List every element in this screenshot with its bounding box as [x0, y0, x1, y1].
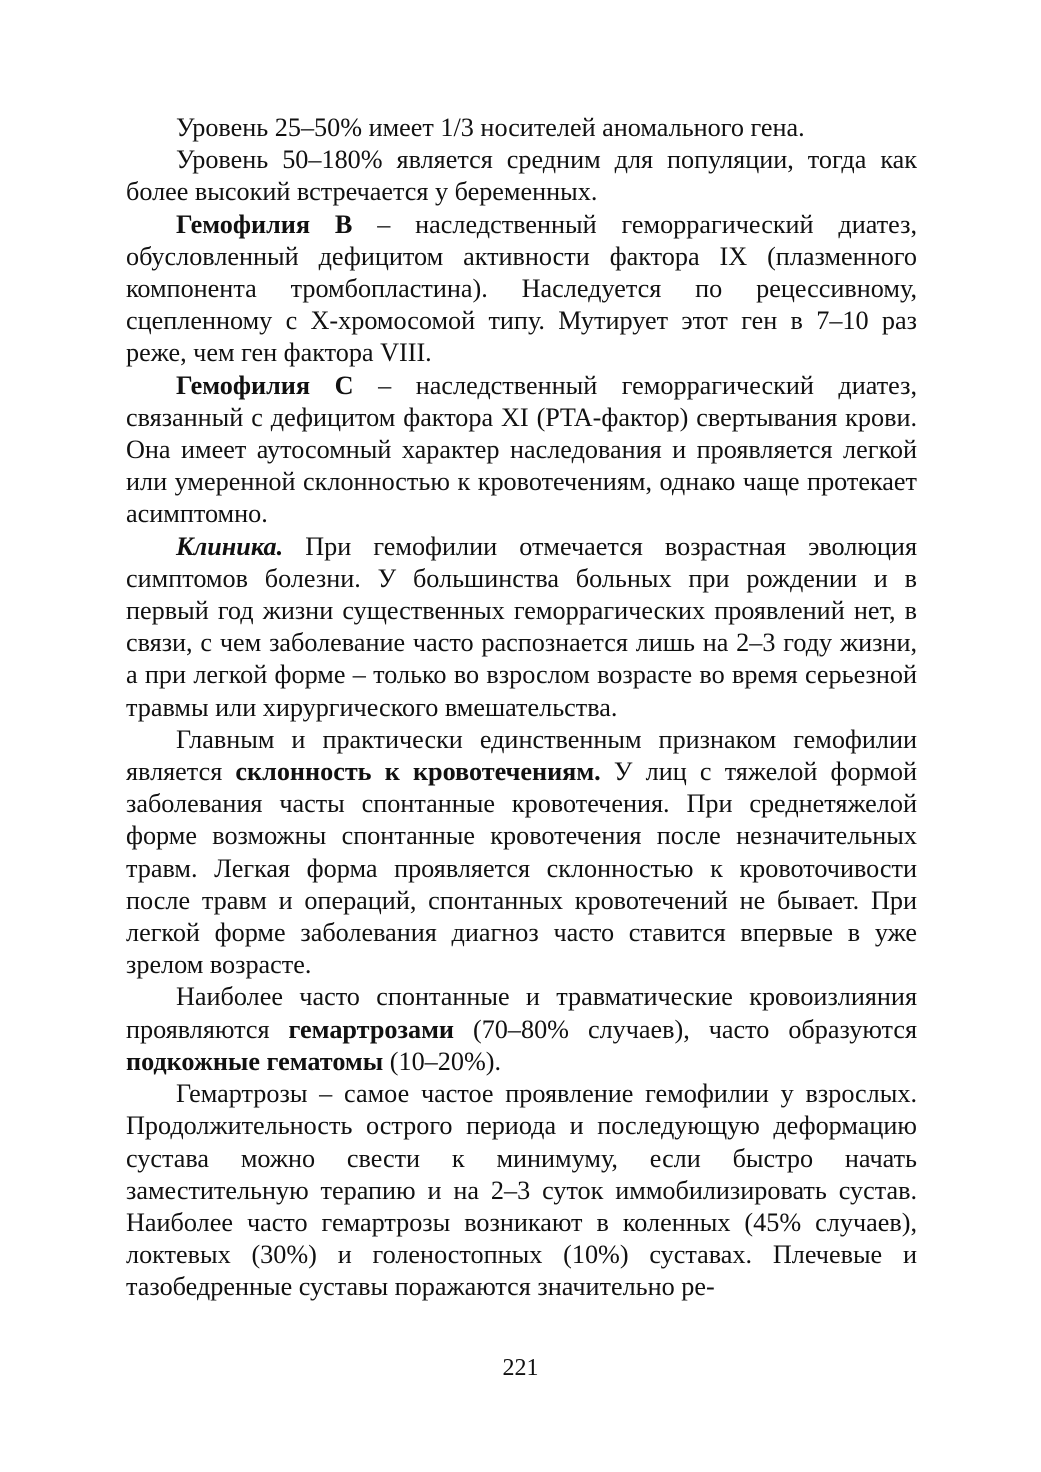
- paragraph-text: При гемофилии отмечается возрастная эволюция симптомов болезни. У большинства больных при рождении и в первый год жизни существенных геморрагических проявлений нет, в связи, с чем заболевание часто распознается лишь на 2–3 году жизни, а при легкой форме – только во взрослом возрасте во время серьезной травмы или хирургического вмешательства.: [126, 531, 917, 722]
- paragraph-hemarthroses: [126, 1078, 917, 1303]
- term-hemophilia-c: Гемофилия С: [176, 370, 354, 400]
- heading-clinic: Клиника.: [176, 531, 284, 561]
- term-hemarthroses: гемартрозами: [288, 1014, 455, 1044]
- page-number: 221: [502, 1355, 539, 1381]
- paragraph-hemophilia-b: [126, 209, 917, 370]
- paragraph-text: Уровень 50–180% является средним для популяции, тогда как более высокий встречается у беременных.: [126, 145, 917, 207]
- paragraph-hemorrhages: [126, 981, 917, 1078]
- paragraph-text: Наиболее часто спонтанные и травматические кровоизлияния проявляются: [126, 982, 917, 1044]
- paragraph-hemophilia-c: [126, 370, 917, 531]
- paragraph-text: У лиц с тяжелой формой заболевания часты спонтанные кровотечения. При среднетяжелой форме возможны спонтанные кровотечения после незначительных травм. Легкая форма проявляется склонностью к кровоточивости после травм и операций, спонтанных кровотечений не бывает. При легкой форме заболевания диагноз часто ставится впервые в уже зрелом возрасте.: [126, 757, 917, 980]
- paragraph-level-50-180: [126, 144, 917, 208]
- term-subcutaneous-hematomas: подкожные гематомы: [126, 1046, 384, 1076]
- paragraph-text: (10–20%).: [383, 1046, 502, 1076]
- paragraph-text: – наследственный геморрагический диатез, обусловленный дефицитом активности фактора IX (плазменного компонента тромбопластина). Наследуется по рецессивному, сцепленному с X-хромосомой типу. Мутирует этот ген в 7–10 раз реже, чем ген фактора VIII.: [126, 209, 917, 368]
- paragraph-text: (70–80% случаев), часто образуются: [454, 1014, 917, 1044]
- paragraph-text: Главным и практически единственным признаком гемофилии является: [126, 724, 917, 787]
- term-bleeding-tendency: склонность к кровотечениям.: [235, 757, 601, 787]
- paragraph-text: Уровень 25–50% имеет 1/3 носителей аномального гена.: [176, 113, 805, 142]
- page-body: [126, 112, 917, 1304]
- paragraph-clinic: [126, 531, 917, 724]
- paragraph-text: Гемартрозы – самое частое проявление гемофилии у взрослых. Продолжительность острого периода и последующую деформацию сустава можно свести к минимуму, если быстро начать заместительную терапию и на 2–3 суток иммобилизировать сустав. Наиболее часто гемартрозы возникают в коленных (45% случаев), локтевых (30%) и голеностопных (10%) суставах. Плечевые и тазобедренные суставы поражаются значительно ре-: [126, 1079, 917, 1302]
- paragraph-text: – наследственный геморрагический диатез, связанный с дефицитом фактора XI (PTA-фактор) свертывания крови. Она имеет аутосомный характер наследования и проявляется легкой или умеренной склонностью к кровотечениям, однако чаще протекает асимптомно.: [126, 370, 917, 529]
- paragraph-main-symptom: [126, 724, 917, 982]
- paragraph-level-25-50: [126, 112, 917, 144]
- term-hemophilia-b: Гемофилия В: [176, 209, 353, 239]
